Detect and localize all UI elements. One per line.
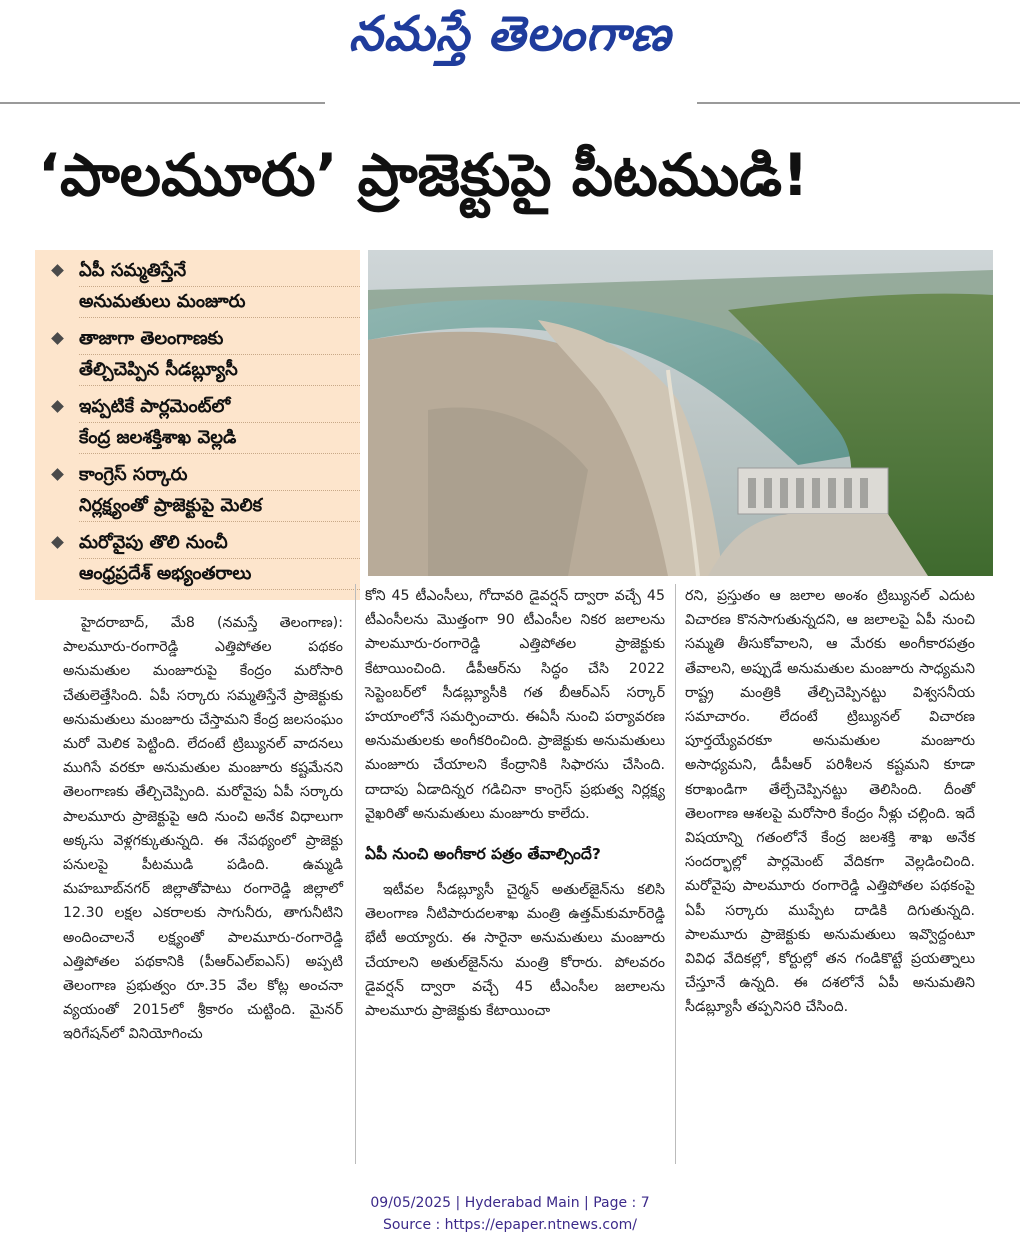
highlight-item xyxy=(35,528,360,590)
masthead-logo: నమస్తే తెలంగాణ xyxy=(348,6,672,62)
highlight-line: నిర్లక్ష్యంతో ప్రాజెక్టుపై మెలిక xyxy=(79,491,360,522)
project-aerial-photo xyxy=(368,250,993,576)
highlight-line: మరోవైపు తొలి నుంచీ xyxy=(79,528,360,559)
page-footer xyxy=(0,1192,1020,1236)
highlight-line: ఇప్పటికే పార్లమెంట్‌లో xyxy=(79,392,360,423)
highlight-line: కేంద్ర జలశక్తిశాఖ వెల్లడి xyxy=(79,423,360,454)
article-column-3 xyxy=(685,584,975,1020)
diamond-bullet-icon xyxy=(51,536,64,549)
highlight-item xyxy=(35,460,360,522)
article-subheading: ఏపీ నుంచి అంగీకార పత్రం తేవాల్సిందే? xyxy=(365,845,601,864)
divider-left xyxy=(0,102,325,104)
article-paragraph: హైదరాబాద్, మే8 (నమస్తే తెలంగాణ): పాలమూరు-రంగారెడ్డి ఎత్తిపోతల పథకం అనుమతుల మంజూరుపై కేంద్రం మరోసారి చేతులెత్తేసింది. ఏపీ సర్కారు సమ్మతిస్తేనే ప్రాజెక్టుకు అనుమతులు మంజూరు చేస్తామని కేంద్ర జలసంఘం మరో మెలిక పెట్టింది. లేదంటే ట్రిబ్యునల్ వాదనలు ముగిసే వరకూ అనుమతుల మంజూరు కష్టమేనని తెలంగాణకు తేల్చిచెప్పింది. మరోవైపు ఏపీ సర్కారు పాలమూరు ప్రాజెక్టుపై ఆది నుంచి అనేక విధాలుగా అక్కసు వెళ్లగక్కుతున్నది. ఈ నేపథ్యంలో ప్రాజెక్టు పనులపై పీటముడి పడింది. ఉమ్మడి మహబూబ్‌నగర్ జిల్లాతోపాటు రంగారెడ్డి జిల్లాలో 12.30 లక్షల ఎకరాలకు సాగునీరు, తాగునీటిని అందించాలనే లక్ష్యంతో పాలమూరు-రంగారెడ్డి ఎత్తిపోతల పథకానికి (పీఆర్ఎల్ఐఎస్) అప్పటి తెలంగాణ ప్రభుత్వం రూ.35 వేల కోట్ల అంచనా వ్యయంతో 2015లో శ్రీకారం చుట్టింది. మైనర్ ఇరిగేషన్‌లో వినియోగించు xyxy=(63,615,343,1043)
highlights-box xyxy=(35,250,360,600)
highlight-item xyxy=(35,392,360,454)
diamond-bullet-icon xyxy=(51,332,64,345)
aerial-photo-illustration xyxy=(368,250,993,576)
highlight-line: ఆంధ్రప్రదేశ్ అభ్యంతరాలు xyxy=(79,559,360,590)
article-column-1 xyxy=(63,611,343,1047)
footer-edition-info: 09/05/2025 | Hyderabad Main | Page : 7 xyxy=(370,1195,650,1211)
highlight-item xyxy=(35,324,360,386)
divider-right xyxy=(697,102,1020,104)
diamond-bullet-icon xyxy=(51,468,64,481)
highlight-line: ఏపీ సమ్మతిస్తేనే xyxy=(79,256,360,287)
diamond-bullet-icon xyxy=(51,400,64,413)
highlight-line: తాజాగా తెలంగాణకు xyxy=(79,324,360,355)
highlight-item xyxy=(35,256,360,318)
column-divider xyxy=(355,584,356,1164)
column-divider xyxy=(675,584,676,1164)
footer-source-link[interactable]: Source : https://epaper.ntnews.com/ xyxy=(382,1217,638,1233)
highlight-line: అనుమతులు మంజూరు xyxy=(79,287,360,318)
article-paragraph: కోని 45 టీఎంసీలు, గోదావరి డైవర్షన్ ద్వారా వచ్చే 45 టీఎంసీలను మొత్తంగా 90 టీఎంసీల నికర జలాలను పాలమూరు-రంగారెడ్డి ఎత్తిపోతల ప్రాజెక్టుకు కేటాయించింది. డీపీఆర్‌ను సిద్ధం చేసి 2022 సెప్టెంబర్‌లో సీడబ్ల్యూసీకి గత బీఆర్ఎస్ సర్కార్ హయాంలోనే సమర్పించారు. ఈఏసీ నుంచి పర్యావరణ అనుమతులకు అంగీకరించింది. ప్రాజెక్టుకు అనుమతులు మంజూరు చేయాలని కేంద్రానికి సిఫారసు చేసింది. దాదాపు ఏడాదిన్నర గడిచినా కాంగ్రెస్ ప్రభుత్వ నిర్లక్ష్య వైఖరితో అనుమతులు మంజూరు కాలేదు. xyxy=(365,588,665,822)
highlight-line: తేల్చిచెప్పిన సీడబ్ల్యూసీ xyxy=(79,355,360,386)
headline: ‘పాలమూరు’ ప్రాజెక్టుపై పీటముడి! xyxy=(38,141,809,209)
highlight-line: కాంగ్రెస్ సర్కారు xyxy=(79,460,360,491)
article-paragraph: రని, ప్రస్తుతం ఆ జలాల అంశం ట్రిబ్యునల్ ఎదుట విచారణ కొనసాగుతున్నదని, ఆ జలాలపై ఏపీ నుంచి సమ్మతి తీసుకోవాలని, ఆ మేరకు అంగీకారపత్రం తేవాలని, అప్పుడే అనుమతుల మంజూరు సాధ్యమని రాష్ట్ర మంత్రికి తేల్చిచెప్పినట్టు విశ్వసనీయ సమాచారం. లేదంటే ట్రిబ్యునల్ విచారణ పూర్తయ్యేవరకూ అనుమతుల మంజూరు అసాధ్యమని, డీపీఆర్ పరిశీలన కష్టమని కూడా కరాఖండిగా తేల్చేచెప్పినట్టు తెలిసింది. దీంతో తెలంగాణ ఆశలపై మరోసారి కేంద్రం నీళ్లు చల్లింది. ఇదే విషయాన్ని గతంలోనే కేంద్ర జలశక్తి శాఖ అనేక సందర్భాల్లో పార్లమెంట్ వేదికగా వెల్లడించింది. మరోవైపు పాలమూరు రంగారెడ్డి ఎత్తిపోతల పథకంపై ఏపీ సర్కారు ముప్పేట దాడికి దిగుతున్నది. పాలమూరు ప్రాజెక్టుకు అనుమతులు ఇవ్వొద్దంటూ వివిధ వేదికల్లో, కోర్టుల్లో తన గండికొట్టే ప్రయత్నాలు చేస్తూనే ఉన్నది. ఈ దశలోనే ఏపీ అనుమతిని సీడబ్ల్యూసీ తప్పనిసరి చేసింది. xyxy=(685,588,975,1016)
article-paragraph: ఇటీవల సీడబ్ల్యూసీ చైర్మన్ అతుల్‌జైన్‌ను కలిసి తెలంగాణ నీటిపారుదలశాఖ మంత్రి ఉత్తమ్‌కుమార్‌రెడ్డి భేటీ అయ్యారు. ఈ సారైనా అనుమతులు మంజూరు చేయాలని అతుల్‌జైన్‌ను మంత్రి కోరారు. పోలవరం డైవర్షన్ ద్వారా వచ్చే 45 టీఎంసీల జలాలను పాలమూరు ప్రాజెక్టుకు కేటాయించా xyxy=(365,882,665,1020)
diamond-bullet-icon xyxy=(51,264,64,277)
article-column-2 xyxy=(365,584,665,1023)
masthead xyxy=(0,0,1020,78)
